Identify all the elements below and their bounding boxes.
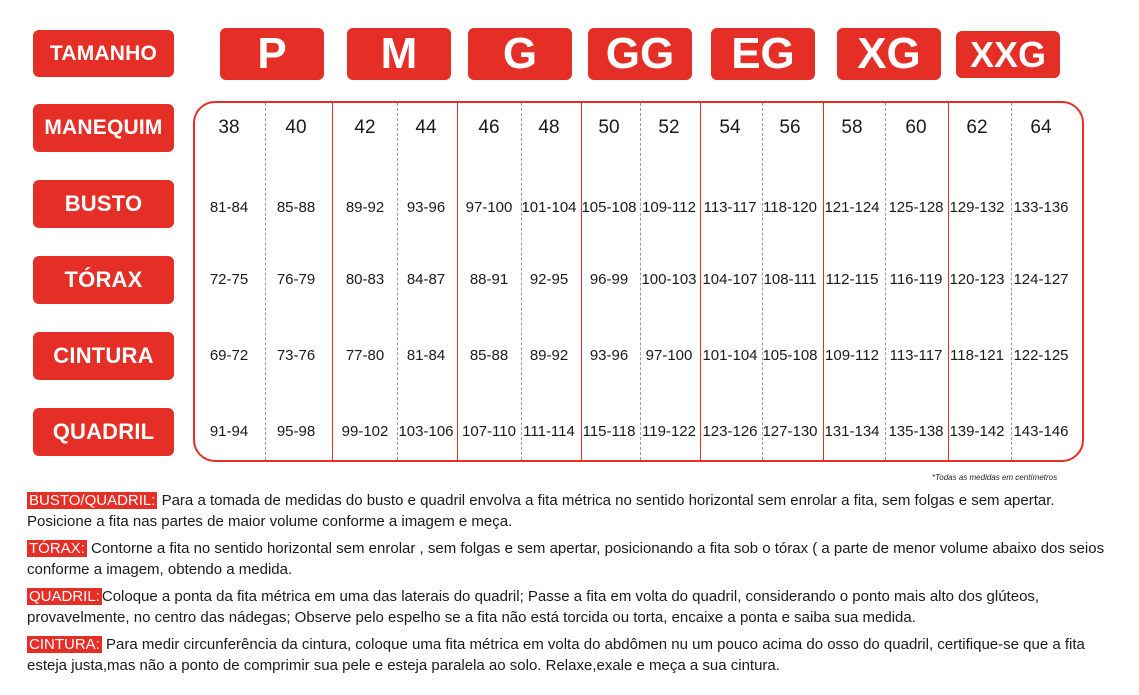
busto-cell: 101-104: [521, 199, 577, 216]
instruction-tag: QUADRIL:: [29, 588, 100, 605]
torax-cell: 80-83: [345, 271, 385, 288]
quadril-cell: 123-126: [702, 423, 758, 440]
torax-cell: 96-99: [589, 271, 629, 288]
busto-cell: 121-124: [824, 199, 880, 216]
busto-cell: 118-120: [763, 199, 817, 216]
cintura-cell: 118-121: [950, 347, 1004, 364]
manequim-cell: 60: [905, 117, 927, 138]
busto-cell: 133-136: [1013, 199, 1069, 216]
quadril-cell: 143-146: [1013, 423, 1069, 440]
busto-cell: 105-108: [581, 199, 637, 216]
manequim-cell: 48: [538, 117, 560, 138]
manequim-cell: 38: [218, 117, 240, 138]
torax-cell: 72-75: [209, 271, 249, 288]
busto-cell: 113-117: [703, 199, 757, 216]
column-divider: [885, 103, 886, 460]
manequim-cell: 46: [478, 117, 500, 138]
quadril-cell: 111-114: [523, 423, 575, 440]
manequim-cell: 64: [1030, 117, 1052, 138]
size-p: P: [220, 28, 324, 80]
torax-cell: 104-107: [702, 271, 758, 288]
cintura-cell: 105-108: [762, 347, 818, 364]
instruction-torax: [27, 538, 1117, 580]
size-m: M: [347, 28, 451, 80]
manequim-cell: 62: [966, 117, 988, 138]
quadril-cell: 131-134: [824, 423, 880, 440]
quadril-cell: 139-142: [949, 423, 1005, 440]
busto-cell: 81-84: [209, 199, 249, 216]
quadril-cell: 127-130: [762, 423, 818, 440]
torax-cell: 108-111: [763, 271, 817, 288]
column-divider: [521, 103, 522, 460]
measurement-note: *Todas as medidas em centímetros: [932, 473, 1058, 482]
busto-cell: 97-100: [465, 199, 513, 216]
torax-cell: 100-103: [641, 271, 697, 288]
cintura-cell: 93-96: [589, 347, 629, 364]
manequim-cell: 40: [285, 117, 307, 138]
busto-label: BUSTO: [33, 180, 174, 228]
quadril-cell: 135-138: [888, 423, 944, 440]
torax-cell: 124-127: [1013, 271, 1069, 288]
torax-cell: 112-115: [825, 271, 879, 288]
busto-cell: 125-128: [888, 199, 944, 216]
quadril-cell: 119-122: [642, 423, 696, 440]
cintura-cell: 97-100: [645, 347, 693, 364]
manequim-cell: 52: [658, 117, 680, 138]
size-group-divider: [581, 103, 582, 460]
manequim-cell: 58: [841, 117, 863, 138]
busto-cell: 85-88: [276, 199, 316, 216]
instruction-cintura: [27, 634, 1117, 676]
manequim-label: MANEQUIM: [33, 104, 174, 152]
manequim-cell: 54: [719, 117, 741, 138]
torax-cell: 116-119: [889, 271, 943, 288]
instruction-text: Para medir circunferência da cintura, coloque uma fita métrica em volta do abdômen nu um pouco acima do osso do quadril, certifique-se que a fita esteja justa,mas não a ponto de comprimir sua pele e esteja paralela ao solo. Relaxe,exale e meça a sua cintura.: [27, 636, 1085, 674]
torax-cell: 84-87: [406, 271, 446, 288]
busto-cell: 129-132: [949, 199, 1005, 216]
instruction-text: Para a tomada de medidas do busto e quadril envolva a fita métrica no sentido horizontal sem enrolar a fita, sem folgas e sem apertar. Posicione a fita nas partes de maior volume conforme a imagem e meça.: [27, 492, 1055, 530]
cintura-cell: 101-104: [702, 347, 758, 364]
torax-cell: 88-91: [469, 271, 509, 288]
size-xg: XG: [837, 28, 941, 80]
quadril-label: QUADRIL: [33, 408, 174, 456]
size-group-divider: [457, 103, 458, 460]
torax-cell: 92-95: [529, 271, 569, 288]
quadril-cell: 103-106: [398, 423, 454, 440]
cintura-cell: 89-92: [529, 347, 569, 364]
column-divider: [397, 103, 398, 460]
cintura-cell: 73-76: [276, 347, 316, 364]
cintura-cell: 109-112: [825, 347, 879, 364]
quadril-cell: 107-110: [462, 423, 516, 440]
busto-cell: 109-112: [642, 199, 696, 216]
quadril-cell: 95-98: [276, 423, 316, 440]
quadril-cell: 99-102: [341, 423, 389, 440]
instruction-tag: BUSTO/QUADRIL:: [29, 492, 156, 509]
cintura-cell: 113-117: [889, 347, 943, 364]
torax-cell: 120-123: [949, 271, 1005, 288]
manequim-cell: 56: [779, 117, 801, 138]
busto-cell: 89-92: [345, 199, 385, 216]
column-divider: [1011, 103, 1012, 460]
busto-cell: 93-96: [406, 199, 446, 216]
size-eg: EG: [711, 28, 815, 80]
torax-cell: 76-79: [276, 271, 316, 288]
cintura-cell: 85-88: [469, 347, 509, 364]
column-divider: [265, 103, 266, 460]
cintura-cell: 81-84: [406, 347, 446, 364]
size-group-divider: [332, 103, 333, 460]
size-gg: GG: [588, 28, 692, 80]
cintura-label: CINTURA: [33, 332, 174, 380]
manequim-cell: 44: [415, 117, 437, 138]
instruction-quadril: [27, 586, 1117, 628]
instruction-tag: CINTURA:: [29, 636, 100, 653]
instruction-tag: TÓRAX:: [29, 540, 85, 557]
size-group-divider: [700, 103, 701, 460]
manequim-cell: 42: [354, 117, 376, 138]
cintura-cell: 77-80: [345, 347, 385, 364]
size-group-divider: [823, 103, 824, 460]
instruction-busto-quadril: [27, 490, 1117, 532]
instruction-text: Contorne a fita no sentido horizontal sem enrolar , sem folgas e sem apertar, posicionando a fita sob o tórax ( a parte de menor volume abaixo dos seios conforme a imagem, obtendo a medida.: [27, 540, 1105, 578]
cintura-cell: 69-72: [209, 347, 249, 364]
cintura-cell: 122-125: [1013, 347, 1069, 364]
quadril-cell: 115-118: [582, 423, 636, 440]
manequim-cell: 50: [598, 117, 620, 138]
instruction-text: Coloque a ponta da fita métrica em uma das laterais do quadril; Passe a fita em volta do quadril, considerando o ponto mais alto dos glúteos, provavelmente, no centro das nádegas; Observe pelo espelho se a fita não está torcida ou torta, encaixe a ponta e saiba sua medida.: [27, 588, 1040, 626]
size-xxg: XXG: [956, 31, 1060, 78]
tamanho-label: TAMANHO: [33, 30, 174, 77]
size-g: G: [468, 28, 572, 80]
quadril-cell: 91-94: [209, 423, 249, 440]
torax-label: TÓRAX: [33, 256, 174, 304]
